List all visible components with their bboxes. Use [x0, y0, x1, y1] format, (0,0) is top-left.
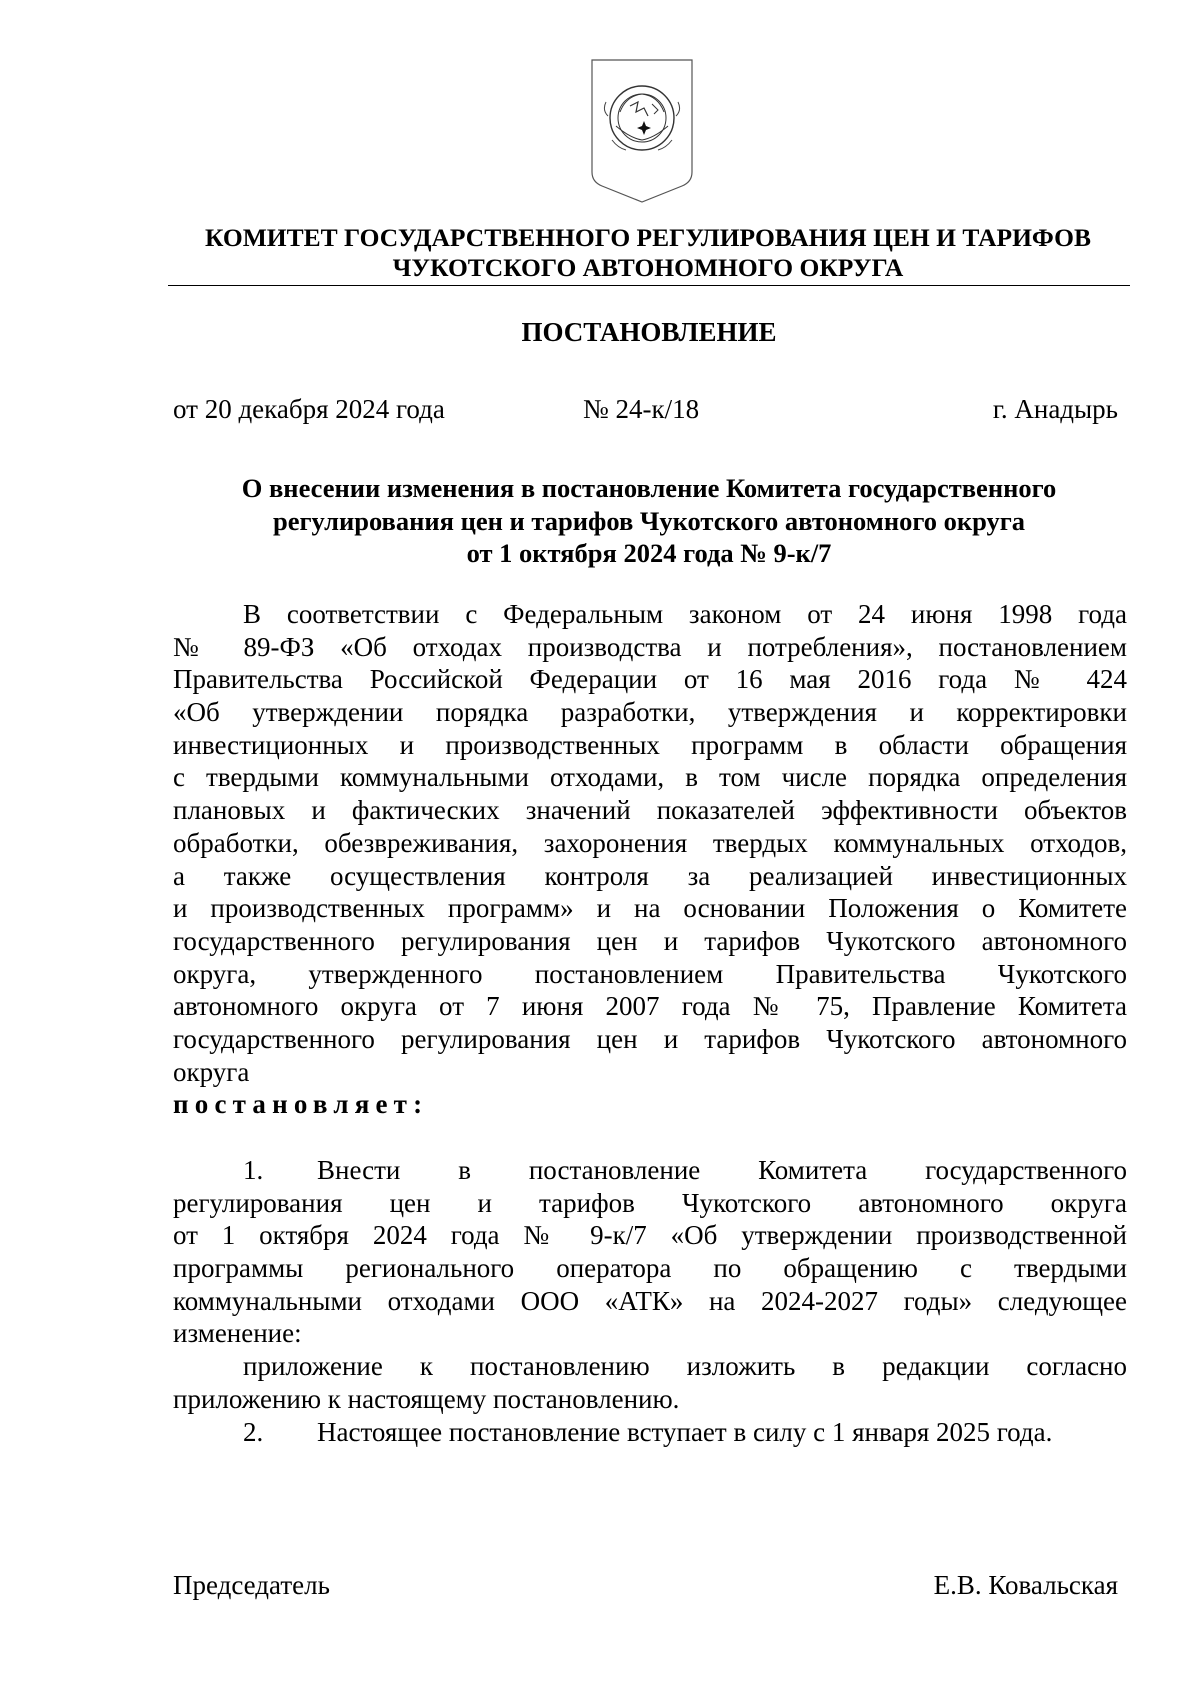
preamble-line: Правительства Российской Федерации от 16 мая 2016 года № 424: [173, 664, 1127, 695]
item-1-line: изменение:: [173, 1318, 302, 1349]
preamble-line: автономного округа от 7 июня 2007 года № 75, Правление Комитета: [173, 991, 1127, 1022]
sub-paragraph-line-1: приложение к постановлению изложить в редакции согласно: [243, 1351, 1127, 1382]
preamble-line: В соответствии с Федеральным законом от 24 июня 1998 года: [243, 599, 1127, 629]
organization-name-line-1: КОМИТЕТ ГОСУДАРСТВЕННОГО РЕГУЛИРОВАНИЯ ЦЕН И ТАРИФОВ: [205, 223, 1091, 252]
preamble-line: и производственных программ» и на основании Положения о Комитете: [173, 893, 1127, 924]
item-1-line: от 1 октября 2024 года № 9-к/7 «Об утверждении производственной: [173, 1220, 1127, 1251]
item-1-text-start: Внести в постановление Комитета государственного: [317, 1155, 1127, 1185]
header-divider: [168, 285, 1130, 286]
preamble-line: а также осуществления контроля за реализацией инвестиционных: [173, 860, 1127, 891]
preamble-paragraph: [173, 598, 1127, 1121]
item-1-line: коммунальными отходами ООО «АТК» на 2024-2027 годы» следующее: [173, 1285, 1127, 1316]
preamble-line: округа: [173, 1056, 250, 1087]
item-1-number: 1.: [243, 1155, 264, 1185]
resolution-items: [173, 1154, 1127, 1448]
item-2-text: Настоящее постановление вступает в силу с 1 января 2025 года.: [317, 1416, 1053, 1447]
document-type: ПОСТАНОВЛЕНИЕ: [521, 317, 777, 347]
document-title-line-1: О внесении изменения в постановление Комитета государственного: [241, 473, 1057, 503]
document-title-line-3: от 1 октября 2024 года № 9-к/7: [466, 538, 832, 568]
preamble-line: государственного регулирования цен и тарифов Чукотского автономного: [173, 925, 1127, 956]
preamble-line: обработки, обезвреживания, захоронения твердых коммунальных отходов,: [173, 827, 1127, 858]
item-1-line: регулирования цен и тарифов Чукотского автономного округа: [173, 1187, 1127, 1218]
signatory-name: Е.В. Ковальская: [933, 1570, 1118, 1600]
preamble-line: плановых и фактических значений показателей эффективности объектов: [173, 795, 1127, 826]
preamble-line: с твердыми коммунальными отходами, в том числе порядка определения: [173, 762, 1127, 793]
item-2: [173, 1416, 1127, 1449]
sub-paragraph-line-2: приложению к настоящему постановлению.: [173, 1383, 680, 1414]
document-date: от 20 декабря 2024 года: [173, 394, 445, 424]
preamble-line: государственного регулирования цен и тарифов Чукотского автономного: [173, 1023, 1127, 1054]
document-number: № 24-к/18: [583, 394, 700, 424]
preamble-line: № 89-ФЗ «Об отходах производства и потребления», постановлением: [173, 631, 1127, 662]
item-2-number: 2.: [243, 1416, 264, 1447]
preamble-line: округа, утвержденного постановлением Правительства Чукотского: [173, 958, 1127, 989]
document-title-line-2: регулирования цен и тарифов Чукотского автономного округа: [272, 505, 1026, 536]
organization-name-line-2: ЧУКОТСКОГО АВТОНОМНОГО ОКРУГА: [392, 253, 904, 282]
document-city: г. Анадырь: [992, 394, 1118, 424]
item-1-line: программы регионального оператора по обращению с твердыми: [173, 1253, 1127, 1284]
signatory-position: Председатель: [173, 1570, 330, 1600]
resolves-keyword: постановляет:: [173, 1089, 429, 1120]
preamble-line: «Об утверждении порядка разработки, утверждения и корректировки: [173, 697, 1127, 728]
preamble-line: инвестиционных и производственных программ в области обращения: [173, 729, 1127, 760]
item-1-first-line: [173, 1154, 1127, 1187]
coat-of-arms-emblem: [586, 56, 698, 206]
